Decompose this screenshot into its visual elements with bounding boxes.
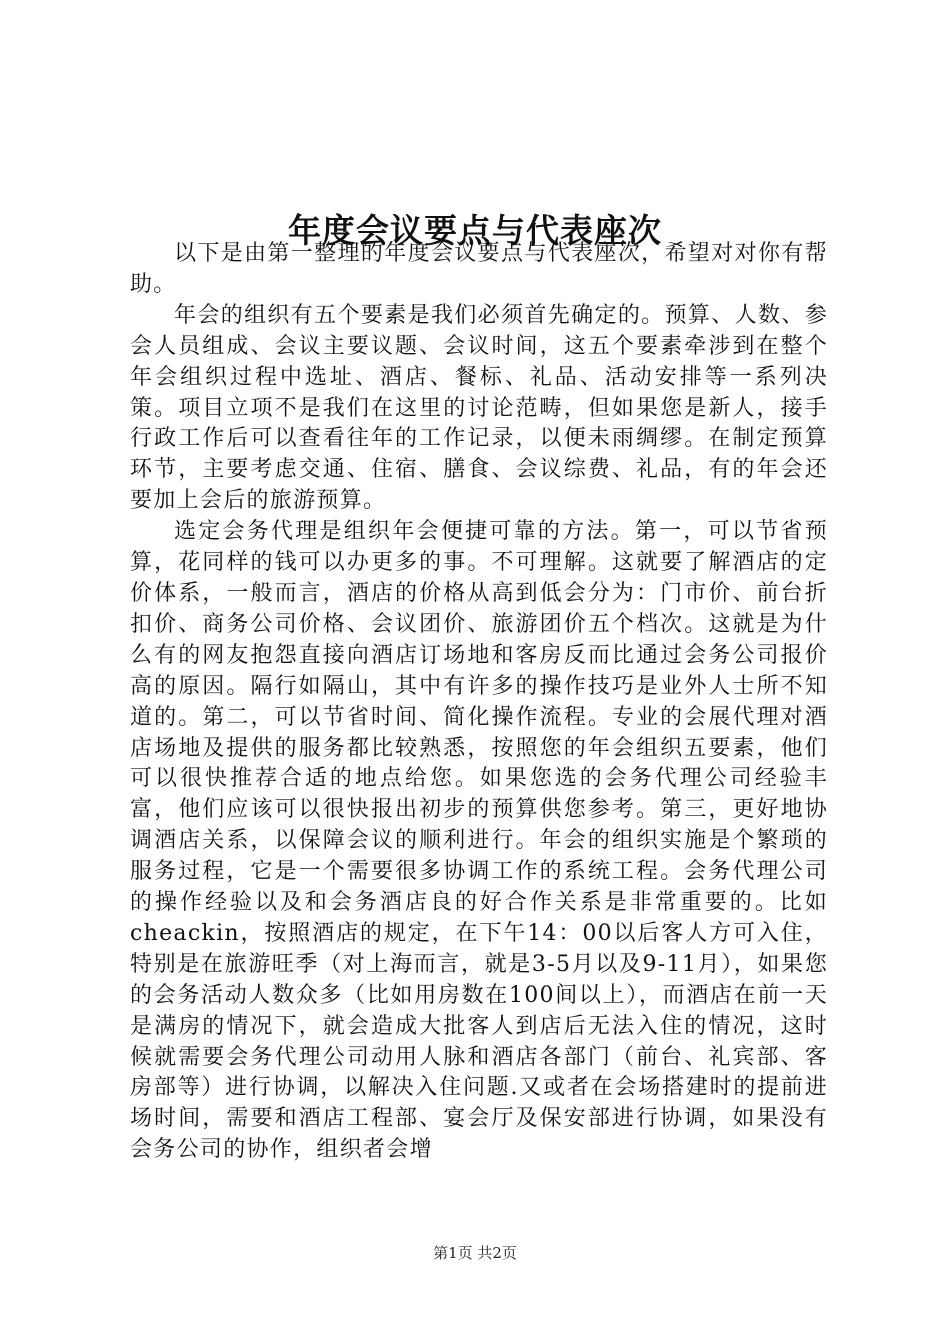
paragraph-agency: 选定会务代理是组织年会便捷可靠的方法。第一，可以节省预算，花同样的钱可以办更多的事。不可理解。这就要了解酒店的定价体系，一般而言，酒店的价格从高到低会分为：门市价、前台折扣价、商务公司价格、会议团价、旅游团价五个档次。这就是为什么有的网友抱怨直接向酒店订场地和客房反而比通过会务公司报价高的原因。隔行如隔山，其中有许多的操作技巧是业外人士所不知道的。第二，可以节省时间、简化操作流程。专业的会展代理对酒店场地及提供的服务都比较熟悉，按照您的年会组织五要素，他们可以很快推荐合适的地点给您。如果您选的会务代理公司经验丰富，他们应该可以很快报出初步的预算供您参考。第三，更好地协调酒店关系，以保障会议的顺利进行。年会的组织实施是个繁琐的服务过程，它是一个需要很多协调工作的系统工程。会务代理公司的操作经验以及和会务酒店良的好合作关系是非常重要的。比如cheackin，按照酒店的规定，在下午14：00以后客人方可入住，特别是在旅游旺季（对上海而言，就是3-5月以及9-11月），如果您的会务活动人数众多（比如用房数在100间以上），而酒店在前一天是满房的情况下，就会造成大批客人到店后无法入住的情况，这时候就需要会务代理公司动用人脉和酒店各部门（前台、礼宾部、客房部等）进行协调，以解决入住问题.又或者在会场搭建时的提前进场时间，需要和酒店工程部、宴会厅及保安部进行协调，如果没有会务公司的协作，组织者会增 <box>130 519 828 1163</box>
paragraph-intro: 以下是由第一整理的年度会议要点与代表座次，希望对对你有帮助。 <box>130 241 828 297</box>
paragraph-elements: 年会的组织有五个要素是我们必须首先确定的。预算、人数、参会人员组成、会议主要议题、会议时间，这五个要素牵涉到在整个年会组织过程中选址、酒店、餐标、礼品、活动安排等一系列决策。项目立项不是我们在这里的讨论范畴，但如果您是新人，接手行政工作后可以查看往年的工作记录，以便未雨绸缪。在制定预算环节，主要考虑交通、住宿、膳食、会议综费、礼品，有的年会还要加上会后的旅游预算。 <box>130 302 828 514</box>
document-title: 年度会议要点与代表座次 <box>288 211 662 251</box>
page-footer: 第1页 共2页 <box>433 1244 517 1262</box>
document-body <box>130 239 828 1166</box>
